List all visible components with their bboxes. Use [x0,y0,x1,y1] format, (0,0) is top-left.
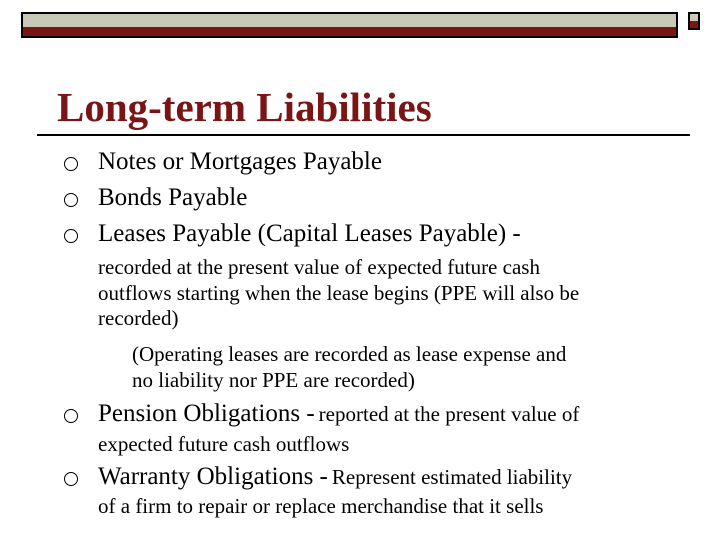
bullet-notes: Notes or Mortgages Payable [98,148,382,175]
operating-leases-note: no liability nor PPE are recorded) [132,368,415,392]
bullet-marker [64,157,78,171]
bullet-bonds: Bonds Payable [98,184,248,211]
corner-box-stripe [690,21,698,28]
bullet-leases: Leases Payable (Capital Leases Payable) - [98,220,521,247]
operating-leases-note: (Operating leases are recorded as lease expense and [132,342,567,366]
bullet-marker [64,229,78,243]
bullet-pension [98,400,579,428]
pension-description: reported at the present value of [318,402,580,426]
bullet-marker [64,472,78,486]
warranty-heading: Warranty Obligations - [98,463,328,490]
top-decorative-bar [21,12,678,38]
pension-heading: Pension Obligations - [98,400,315,427]
warranty-detail-line: of a firm to repair or replace merchandise that it sells [98,494,544,518]
title-underline [37,134,690,136]
corner-decorative-box [688,12,700,30]
warranty-description: Represent estimated liability [331,465,573,489]
top-bar-stripe [23,27,676,36]
bullet-warranty [98,463,572,491]
bullet-marker [64,193,78,207]
leases-detail-line: recorded) [98,306,179,330]
bullet-marker [64,409,78,423]
leases-detail-line: outflows starting when the lease begins (PPE will also be [98,281,580,305]
pension-detail-line: expected future cash outflows [98,432,350,456]
slide-title: Long-term Liabilities [57,84,432,130]
leases-detail-line: recorded at the present value of expected future cash [98,255,540,279]
